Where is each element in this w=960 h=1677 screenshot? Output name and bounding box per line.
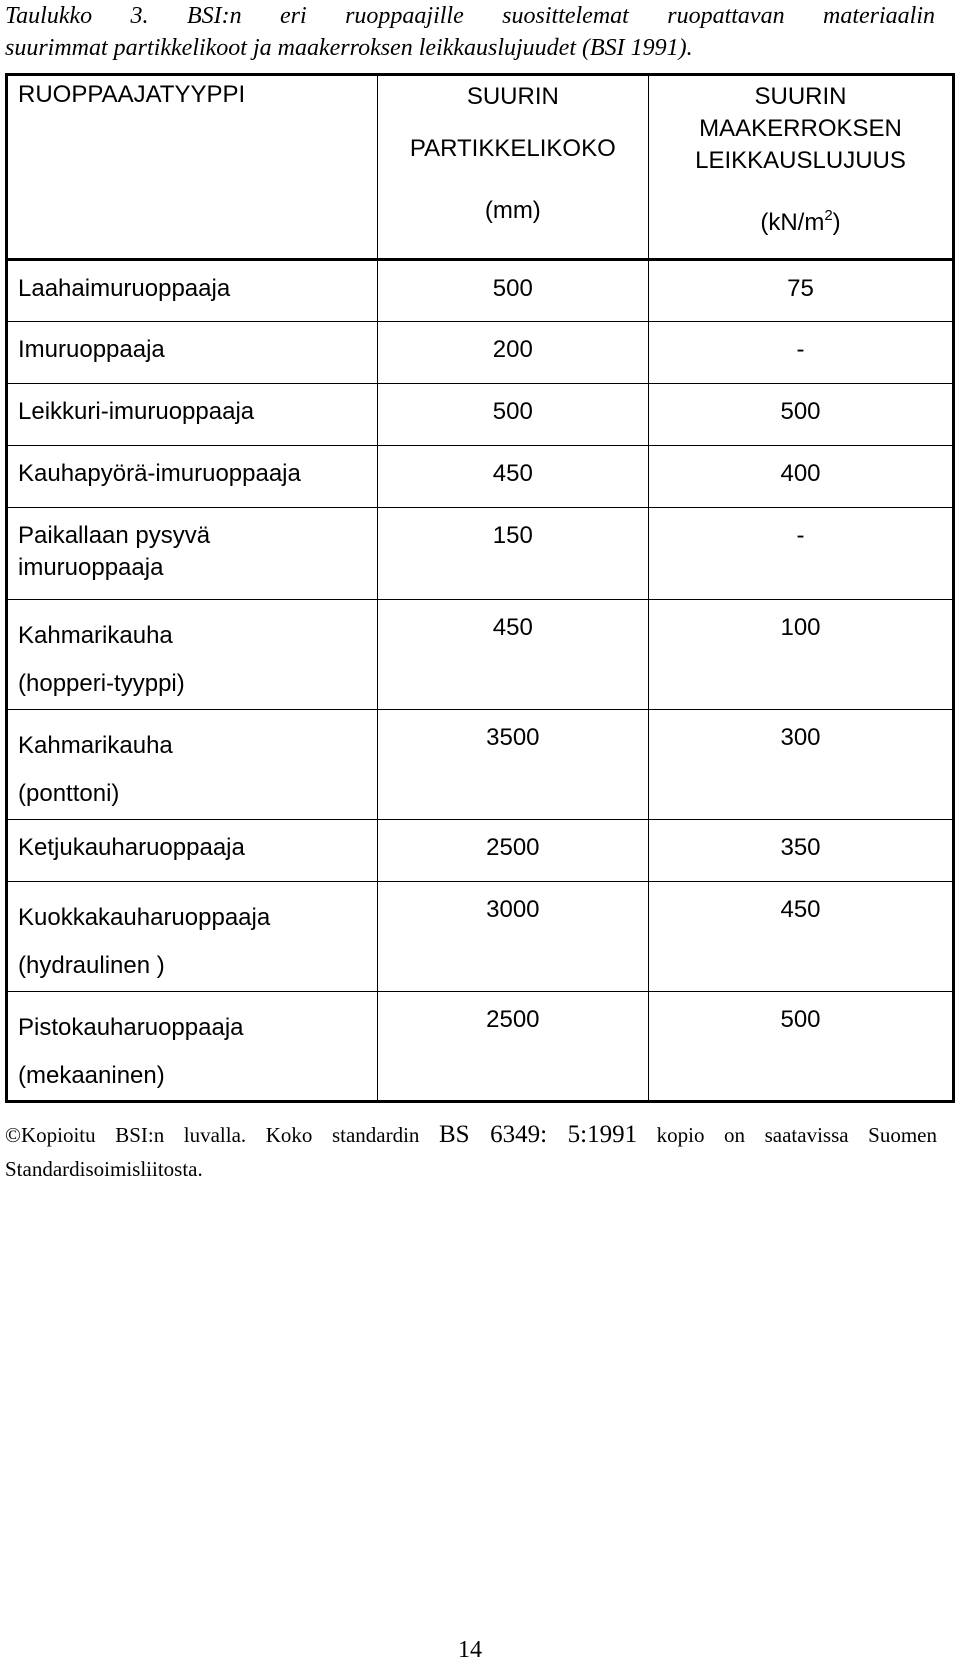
dredger-type-cell: Ketjukauharuoppaaja: [7, 820, 378, 882]
header-shear-strength-unit: $(kN/m^2)$: [760, 207, 841, 236]
shear-strength-cell: -: [649, 508, 954, 600]
header-shear-strength: [649, 75, 954, 260]
particle-size-cell: 450: [377, 446, 648, 508]
dredger-type-cell: Kahmarikauha (ponttoni): [7, 710, 378, 820]
header-particle-size: [377, 75, 648, 260]
dredger-type-cell: Pistokauharuoppaaja (mekaaninen): [7, 992, 378, 1102]
particle-size-cell: 150: [377, 508, 648, 600]
header-particle-size-line1: SUURIN: [466, 83, 559, 110]
shear-strength-cell: 75: [649, 260, 954, 322]
shear-strength-cell: 300: [649, 710, 954, 820]
shear-strength-cell: 500: [649, 992, 954, 1102]
header-shear-strength-line2: MAAKERROKSEN: [699, 115, 902, 142]
dredger-type-cell: Paikallaan pysyvä imuruoppaaja: [7, 508, 378, 600]
header-shear-strength-line3: LEIKKAUSLUJUUS: [695, 147, 906, 174]
table-row: [7, 322, 954, 384]
standard-reference: BS 6349: 5:1991: [439, 1121, 638, 1148]
shear-strength-cell: 350: [649, 820, 954, 882]
header-shear-strength-line1: SUURIN: [754, 83, 847, 110]
table-caption: [5, 0, 935, 64]
caption-line-1: Taulukko 3. BSI:n eri ruoppaajille suosittelemat ruopattavan materiaalin: [5, 3, 935, 29]
shear-strength-cell: 500: [649, 384, 954, 446]
table-row: [7, 260, 954, 322]
shear-strength-cell: 100: [649, 600, 954, 710]
page-number: 14: [458, 1637, 482, 1663]
dredger-type-cell: Kuokkakauharuoppaaja (hydraulinen ): [7, 882, 378, 992]
table-row: [7, 446, 954, 508]
shear-strength-cell: 450: [649, 882, 954, 992]
particle-size-cell: 200: [377, 322, 648, 384]
particle-size-cell: 500: [377, 260, 648, 322]
copyright-icon: ©: [5, 1123, 21, 1147]
particle-size-cell: 500: [377, 384, 648, 446]
table-row: [7, 508, 954, 600]
caption-line-2: suurimmat partikkelikoot ja maakerroksen leikkauslujuudet (BSI 1991).: [5, 35, 693, 61]
dredger-table: [5, 73, 955, 1103]
header-dredger-type-label: RUOPPAAJATYYPPI: [18, 81, 246, 108]
dredger-type-cell: Leikkuri-imuruoppaaja: [7, 384, 378, 446]
table-header-row: [7, 75, 954, 260]
shear-strength-cell: 400: [649, 446, 954, 508]
table-row: [7, 600, 954, 710]
table-row: [7, 882, 954, 992]
header-particle-size-line2: PARTIKKELIKOKO: [409, 135, 616, 162]
particle-size-cell: 3000: [377, 882, 648, 992]
particle-size-cell: 3500: [377, 710, 648, 820]
copyright-footnote: [5, 1118, 937, 1186]
header-dredger-type: [7, 75, 378, 260]
shear-strength-cell: -: [649, 322, 954, 384]
header-particle-size-unit: (mm): [484, 197, 541, 224]
dredger-type-cell: Kauhapyörä-imuruoppaaja: [7, 446, 378, 508]
particle-size-cell: 2500: [377, 992, 648, 1102]
dredger-type-cell: Kahmarikauha (hopperi-tyyppi): [7, 600, 378, 710]
table-row: [7, 710, 954, 820]
particle-size-cell: 450: [377, 600, 648, 710]
dredger-type-cell: Imuruoppaaja: [7, 322, 378, 384]
table-row: [7, 820, 954, 882]
dredger-type-cell: Laahaimuruoppaaja: [7, 260, 378, 322]
table-row: [7, 384, 954, 446]
table-row: [7, 992, 954, 1102]
footnote-line-2: Standardisoimisliitosta.: [5, 1157, 203, 1181]
footnote-line-1: ©Kopioitu BSI:n luvalla. Koko standardin BS 6349: 5:1991 kopio on saatavissa Suomen: [5, 1121, 937, 1148]
particle-size-cell: 2500: [377, 820, 648, 882]
